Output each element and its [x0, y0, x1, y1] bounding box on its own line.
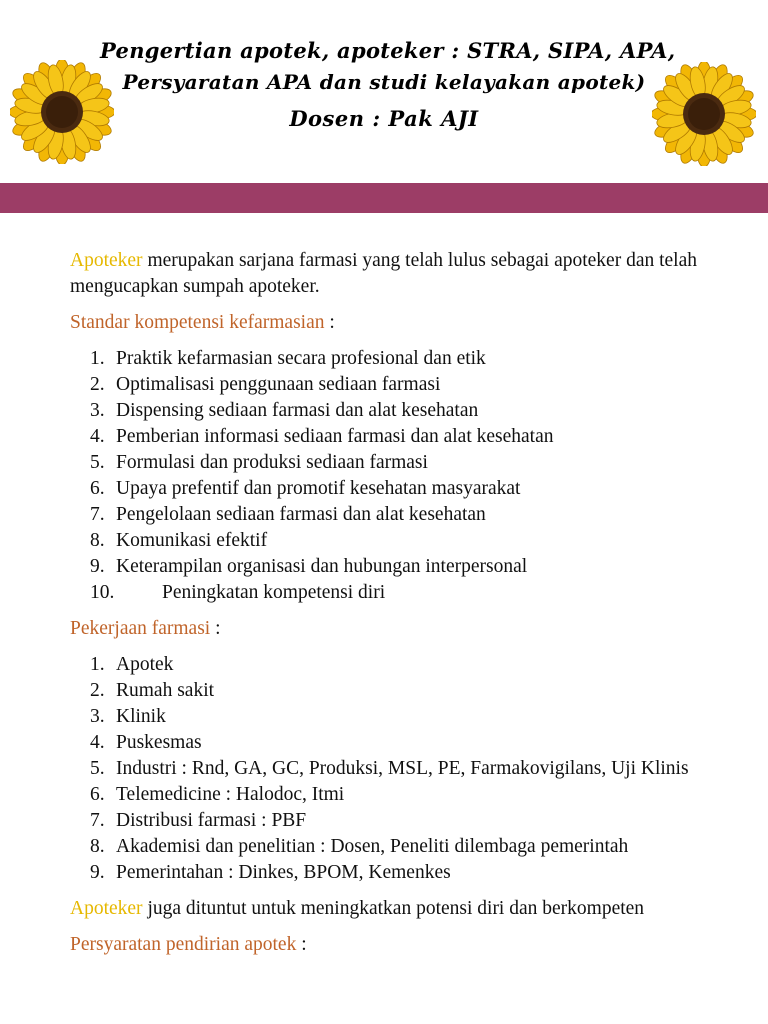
- list-item-text: Peningkatan kompetensi diri: [162, 582, 386, 603]
- list-item: [70, 652, 710, 678]
- list-item: [70, 476, 710, 502]
- list-item-text: Industri : Rnd, GA, GC, Produksi, MSL, PE, Farmakovigilans, Uji Klinis: [116, 758, 689, 779]
- list-item-number: 10.: [90, 582, 115, 603]
- list-item: [70, 756, 710, 782]
- list-item-text: Keterampilan organisasi dan hubungan interpersonal: [116, 556, 528, 577]
- outro-paragraph: [70, 896, 710, 922]
- heading-standar-kompetensi: Standar kompetensi kefarmasian: [70, 312, 325, 333]
- list-item-number: 1.: [90, 654, 105, 675]
- list-item-number: 2.: [90, 374, 105, 395]
- title-line-2: Persyaratan APA dan studi kelayakan apotek): [122, 70, 646, 94]
- list-item-number: 2.: [90, 680, 105, 701]
- list-item-text: Apotek: [116, 654, 174, 675]
- list-item: [70, 398, 710, 424]
- list-item-number: 6.: [90, 478, 105, 499]
- list-item: [70, 782, 710, 808]
- list-item-number: 1.: [90, 348, 105, 369]
- list-item-text: Dispensing sediaan farmasi dan alat kesehatan: [116, 400, 479, 421]
- list-item: [70, 450, 710, 476]
- term-apoteker: Apoteker: [70, 250, 143, 271]
- list-item-number: 8.: [90, 836, 105, 857]
- list-item: [70, 678, 710, 704]
- heading-pekerjaan-farmasi: Pekerjaan farmasi: [70, 618, 211, 639]
- list-item: [70, 528, 710, 554]
- job-list: [70, 652, 710, 886]
- list-item-text: Upaya prefentif dan promotif kesehatan masyarakat: [116, 478, 521, 499]
- term-apoteker: Apoteker: [70, 898, 143, 919]
- heading-persyaratan: Persyaratan pendirian apotek: [70, 934, 297, 955]
- title-line-1: Pengertian apotek, apoteker : STRA, SIPA, APA,: [100, 38, 676, 63]
- list-item-number: 6.: [90, 784, 105, 805]
- list-item-number: 8.: [90, 530, 105, 551]
- list-item: [70, 834, 710, 860]
- list-item-number: 9.: [90, 556, 105, 577]
- list-item: [70, 730, 710, 756]
- document-body: [70, 248, 710, 958]
- lecturer-line: Dosen : Pak AJI: [289, 106, 479, 131]
- sunflower-icon: [10, 60, 114, 164]
- list-item-text: Klinik: [116, 706, 166, 727]
- list-item-text: Pengelolaan sediaan farmasi dan alat kesehatan: [116, 504, 486, 525]
- list-item-number: 4.: [90, 732, 105, 753]
- list-item-text: Telemedicine : Halodoc, Itmi: [116, 784, 345, 805]
- section-heading: Pekerjaan farmasi :: [70, 618, 221, 639]
- list-item-number: 7.: [90, 504, 105, 525]
- intro-paragraph: [70, 248, 710, 300]
- list-item-text: Komunikasi efektif: [116, 530, 268, 551]
- list-item: [70, 860, 710, 886]
- page-header: [0, 0, 768, 185]
- section-heading: Persyaratan pendirian apotek :: [70, 934, 307, 955]
- list-item-number: 3.: [90, 400, 105, 421]
- list-item: [70, 424, 710, 450]
- list-item: [70, 372, 710, 398]
- list-item: [70, 580, 710, 606]
- list-item-number: 9.: [90, 862, 105, 883]
- list-item-text: Puskesmas: [116, 732, 202, 753]
- list-item: [70, 808, 710, 834]
- list-item-text: Formulasi dan produksi sediaan farmasi: [116, 452, 428, 473]
- competency-list: [70, 346, 710, 606]
- outro-text: juga dituntut untuk meningkatkan potensi diri dan berkompeten: [142, 898, 645, 919]
- list-item: [70, 554, 710, 580]
- list-item-text: Praktik kefarmasian secara profesional dan etik: [116, 348, 486, 369]
- list-item-number: 4.: [90, 426, 105, 447]
- list-item-number: 5.: [90, 758, 105, 779]
- list-item-text: Pemberian informasi sediaan farmasi dan alat kesehatan: [116, 426, 554, 447]
- list-item-text: Akademisi dan penelitian : Dosen, Peneliti dilembaga pemerintah: [116, 836, 629, 857]
- list-item: [70, 502, 710, 528]
- header-band: [0, 183, 768, 213]
- section-heading: Standar kompetensi kefarmasian :: [70, 312, 335, 333]
- list-item-text: Optimalisasi penggunaan sediaan farmasi: [116, 374, 441, 395]
- list-item-number: 3.: [90, 706, 105, 727]
- list-item-text: Rumah sakit: [116, 680, 215, 701]
- list-item: [70, 346, 710, 372]
- list-item: [70, 704, 710, 730]
- intro-text: merupakan sarjana farmasi yang telah lulus sebagai apoteker dan telah mengucapkan sumpah apoteker.: [70, 250, 697, 297]
- list-item-text: Distribusi farmasi : PBF: [116, 810, 307, 831]
- list-item-number: 5.: [90, 452, 105, 473]
- list-item-text: Pemerintahan : Dinkes, BPOM, Kemenkes: [116, 862, 451, 883]
- list-item-number: 7.: [90, 810, 105, 831]
